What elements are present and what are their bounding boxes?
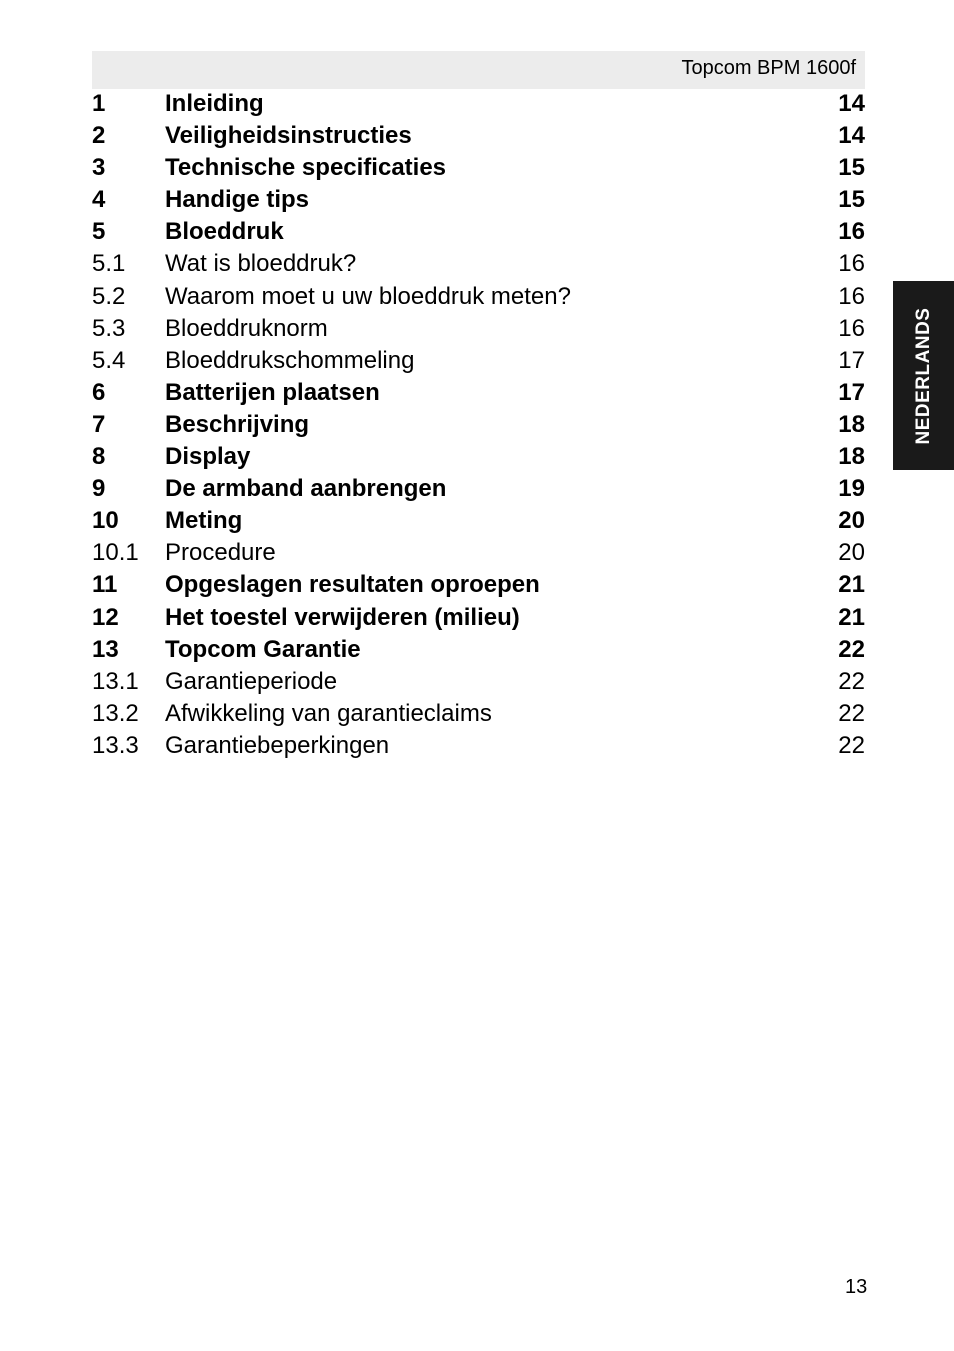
toc-entry-title: Inleiding xyxy=(165,90,264,117)
toc-entry-page: 22 xyxy=(838,699,865,727)
toc-entry-page: 15 xyxy=(838,154,865,182)
toc-entry-number: 13.3 xyxy=(92,731,139,759)
toc-entry-number: 5.3 xyxy=(92,314,126,342)
toc-entry-number: 5.2 xyxy=(92,282,126,310)
table-of-contents xyxy=(92,88,865,762)
toc-entry-page: 20 xyxy=(838,507,865,535)
toc-entry-number: 6 xyxy=(92,378,106,406)
page-number: 13 xyxy=(845,1276,868,1298)
toc-entry[interactable] xyxy=(92,345,865,377)
toc-entry-page: 21 xyxy=(838,603,865,631)
toc-entry-title: Display xyxy=(165,443,251,471)
toc-entry-title: Batterijen plaatsen xyxy=(165,378,380,406)
toc-entry-page: 16 xyxy=(838,282,865,310)
toc-entry[interactable] xyxy=(92,184,865,216)
toc-entry-title: Bloeddruknorm xyxy=(165,314,328,342)
toc-entry-title: Afwikkeling van garantieclaims xyxy=(165,699,492,727)
toc-entry[interactable] xyxy=(92,505,865,537)
toc-entry-title: Handige tips xyxy=(165,186,310,214)
toc-entry-title: Technische specificaties xyxy=(165,154,447,182)
toc-entry-number: 5.1 xyxy=(92,250,126,278)
toc-entry[interactable] xyxy=(92,313,865,345)
toc-entry[interactable] xyxy=(92,88,865,120)
toc-entry-number: 13.1 xyxy=(92,667,139,695)
toc-entry[interactable] xyxy=(92,216,865,248)
toc-entry[interactable] xyxy=(92,537,865,569)
toc-entry-page: 17 xyxy=(838,346,865,374)
language-tab-label: NEDERLANDS xyxy=(912,307,934,444)
toc-entry[interactable] xyxy=(92,441,865,473)
toc-entry-title: Topcom Garantie xyxy=(165,635,361,663)
toc-entry-title: Bloeddrukschommeling xyxy=(165,346,415,374)
toc-entry-page: 22 xyxy=(838,667,865,695)
toc-entry-number: 10 xyxy=(92,507,119,535)
toc-entry[interactable] xyxy=(92,634,865,666)
toc-entry-page: 14 xyxy=(838,122,865,150)
toc-entry-page: 16 xyxy=(838,250,865,278)
toc-entry[interactable] xyxy=(92,602,865,634)
toc-entry-page: 15 xyxy=(838,186,865,214)
toc-entry-title: Garantiebeperkingen xyxy=(165,731,390,759)
toc-entry-title: Beschrijving xyxy=(165,410,310,438)
toc-entry-page: 18 xyxy=(838,410,865,438)
toc-entry-page: 22 xyxy=(838,731,865,759)
toc-entry-page: 17 xyxy=(838,378,865,406)
toc-entry-title: Meting xyxy=(165,507,243,535)
toc-entry[interactable] xyxy=(92,281,865,313)
toc-entry-page: 21 xyxy=(838,571,865,599)
toc-entry-title: Wat is bloeddruk? xyxy=(165,250,357,278)
toc-entry[interactable] xyxy=(92,730,865,762)
toc-entry-number: 1 xyxy=(92,90,106,117)
toc-entry[interactable] xyxy=(92,248,865,280)
toc-entry-number: 13 xyxy=(92,635,119,663)
toc-entry[interactable] xyxy=(92,152,865,184)
toc-entry-title: Procedure xyxy=(165,539,276,567)
toc-entry-title: Garantieperiode xyxy=(165,667,338,695)
toc-entry-page: 16 xyxy=(838,314,865,342)
toc-entry-number: 5 xyxy=(92,218,106,246)
language-tab xyxy=(893,281,954,470)
toc-entry[interactable] xyxy=(92,473,865,505)
toc-entry-number: 5.4 xyxy=(92,346,126,374)
toc-entry-page: 22 xyxy=(838,635,865,663)
toc-entry-page: 19 xyxy=(838,475,865,503)
running-header xyxy=(92,51,865,89)
toc-entry-title: Opgeslagen resultaten oproepen xyxy=(165,571,540,599)
toc-entry-title: Waarom moet u uw bloeddruk meten? xyxy=(165,282,571,310)
toc-entry-title: Bloeddruk xyxy=(165,218,284,246)
toc-entry-number: 10.1 xyxy=(92,539,139,567)
toc-entry[interactable] xyxy=(92,377,865,409)
toc-entry-number: 13.2 xyxy=(92,699,139,727)
toc-entry-page: 14 xyxy=(838,90,865,117)
toc-entry-page: 16 xyxy=(838,218,865,246)
toc-entry-page: 18 xyxy=(838,443,865,471)
toc-entry[interactable] xyxy=(92,569,865,601)
toc-entry[interactable] xyxy=(92,698,865,730)
toc-entry[interactable] xyxy=(92,409,865,441)
toc-entry-number: 7 xyxy=(92,410,106,438)
toc-entry[interactable] xyxy=(92,666,865,698)
toc-entry-number: 3 xyxy=(92,154,106,182)
toc-entry-number: 4 xyxy=(92,186,106,214)
toc-entry-title: Het toestel verwijderen (milieu) xyxy=(165,603,520,631)
toc-entry-title: Veiligheidsinstructies xyxy=(165,122,412,150)
toc-entry-number: 9 xyxy=(92,475,106,503)
toc-entry-number: 11 xyxy=(92,571,118,599)
toc-entry-page: 20 xyxy=(838,539,865,567)
toc-entry[interactable] xyxy=(92,120,865,152)
toc-entry-title: De armband aanbrengen xyxy=(165,475,447,503)
toc-entry-number: 8 xyxy=(92,443,106,471)
document-title: Topcom BPM 1600f xyxy=(681,57,856,79)
toc-entry-number: 12 xyxy=(92,603,119,631)
toc-entry-number: 2 xyxy=(92,122,106,150)
